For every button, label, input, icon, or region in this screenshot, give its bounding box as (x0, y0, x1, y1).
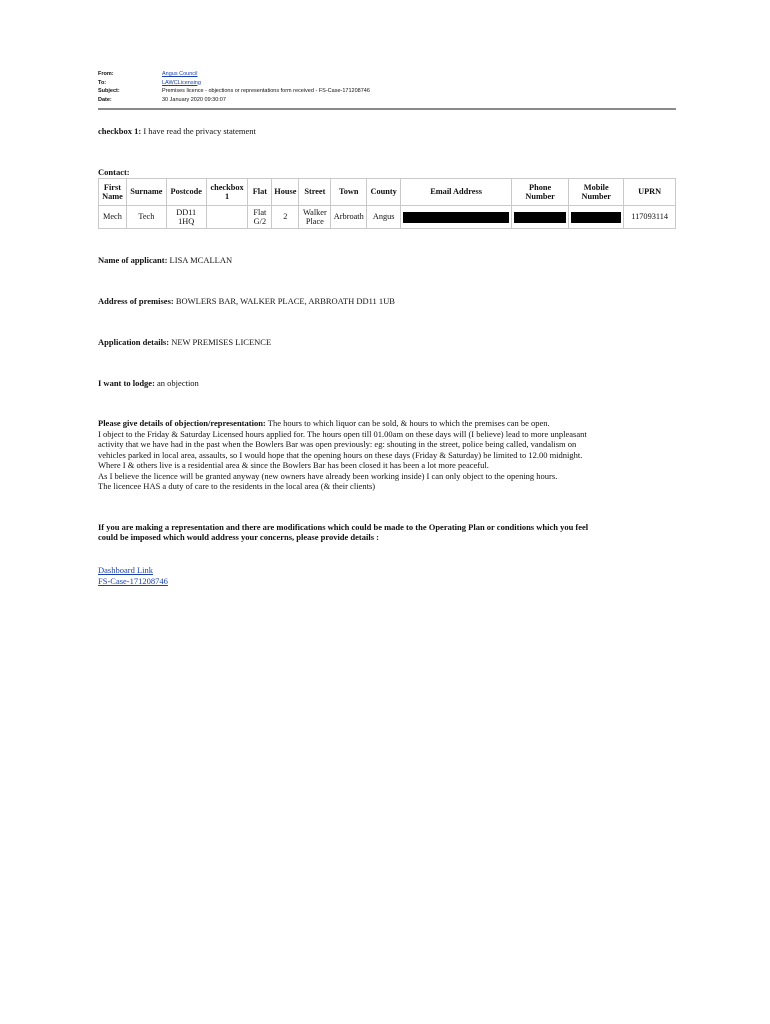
contact-table (98, 178, 676, 229)
objection-line: The licencee HAS a duty of care to the residents in the local area (& their clients) (98, 481, 376, 491)
phone-redaction (514, 212, 566, 223)
col-flat: Flat (248, 179, 272, 206)
cell-flat: Flat G/2 (248, 206, 272, 229)
cell-street: Walker Place (299, 206, 331, 229)
objection-line: vehicles parked in local area, assaults, so I would hope that the opening hours on these days (Friday & Saturday) be limited to 12.00 midnight. (98, 449, 583, 460)
lodge-line (98, 378, 676, 389)
subject-row (98, 87, 676, 96)
col-street: Street (299, 179, 331, 206)
col-email: Email Address (401, 179, 512, 206)
col-surname: Surname (126, 179, 166, 206)
date-row (98, 96, 676, 105)
col-checkbox: checkbox 1 (206, 179, 248, 206)
cell-email (401, 206, 512, 229)
privacy-checkbox-line (98, 126, 676, 137)
col-postcode: Postcode (166, 179, 206, 206)
col-phone: Phone Number (512, 179, 569, 206)
premises-line (98, 296, 676, 307)
email-header (98, 70, 676, 104)
cell-checkbox (206, 206, 248, 229)
application-value: NEW PREMISES LICENCE (171, 337, 272, 347)
cell-postcode: DD11 1HQ (166, 206, 206, 229)
objection-first-line (98, 418, 676, 429)
col-uprn: UPRN (624, 179, 676, 206)
cell-county: Angus (367, 206, 401, 229)
dashboard-link[interactable]: Dashboard Link (98, 564, 154, 575)
table-row (99, 206, 676, 229)
objection-label: Please give details of objection/representation: (98, 418, 266, 428)
objection-details (98, 418, 676, 492)
cell-town: Arbroath (331, 206, 367, 229)
objection-line: As I believe the licence will be granted anyway (new owners have already been working inside) I can only object to the opening hours. (98, 470, 558, 481)
col-town: Town (331, 179, 367, 206)
cell-surname: Tech (126, 206, 166, 229)
to-label: To: (98, 79, 107, 86)
document-page (98, 70, 676, 587)
email-redaction (403, 212, 509, 223)
col-mobile: Mobile Number (569, 179, 624, 206)
premises-label: Address of premises: (98, 296, 174, 306)
premises-value: BOWLERS BAR, WALKER PLACE, ARBROATH DD11 1UB (175, 296, 395, 306)
contact-header-row (99, 179, 676, 206)
applicant-label: Name of applicant: (98, 255, 168, 265)
applicant-value: LISA MCALLAN (169, 255, 233, 265)
contact-label: Contact: (98, 167, 130, 177)
lodge-label: I want to lodge: (98, 378, 155, 388)
cell-uprn: 117093114 (624, 206, 676, 229)
objection-line: I object to the Friday & Saturday Licensed hours applied for. The hours open till 01.00am on these days will (I believe) lead to more unpleasant (98, 428, 587, 439)
header-divider (98, 108, 676, 110)
cell-house: 2 (272, 206, 299, 229)
mobile-redaction (571, 212, 621, 223)
col-county: County (367, 179, 401, 206)
objection-line: Where I & others live is a residential area & since the Bowlers Bar has been closed it has been a lot more peaceful. (98, 460, 489, 470)
objection-first-text: The hours to which liquor can be sold, & hours to which the premises can be open. (267, 418, 550, 428)
lodge-value: an objection (157, 378, 199, 388)
links-section (98, 565, 676, 587)
col-house: House (272, 179, 299, 206)
cell-first-name: Mech (99, 206, 127, 229)
objection-line: activity that we have had in the past when the Bowlers Bar was open previously: eg: shouting in the street, police being called, vandalism on (98, 439, 577, 449)
case-link[interactable]: FS-Case-171208746 (98, 575, 168, 586)
from-link[interactable]: Angus Council (162, 71, 198, 77)
subject-value: Premises licence - objections or representations form received - FS-Case-171208746 (162, 88, 370, 94)
cell-phone (512, 206, 569, 229)
application-line (98, 337, 676, 348)
col-first-name: First Name (99, 179, 127, 206)
application-label: Application details: (98, 337, 170, 347)
cell-mobile (569, 206, 624, 229)
representation-line-2: could be imposed which would address your concerns, please provide details : (98, 532, 380, 542)
date-label: Date: (98, 96, 112, 103)
representation-line-1: If you are making a representation and there are modifications which could be made to the Operating Plan or conditions which you feel (98, 521, 589, 532)
from-row (98, 70, 676, 79)
representation-prompt (98, 522, 676, 543)
subject-label: Subject: (98, 88, 120, 94)
checkbox-label: checkbox 1: (98, 126, 142, 136)
from-label: From: (98, 71, 114, 77)
checkbox-value: I have read the privacy statement (143, 126, 256, 136)
applicant-line (98, 255, 676, 266)
to-row (98, 79, 676, 88)
date-value: 30 January 2020 09:30:07 (162, 96, 226, 103)
to-link[interactable]: LAWCLicensing (162, 79, 201, 86)
